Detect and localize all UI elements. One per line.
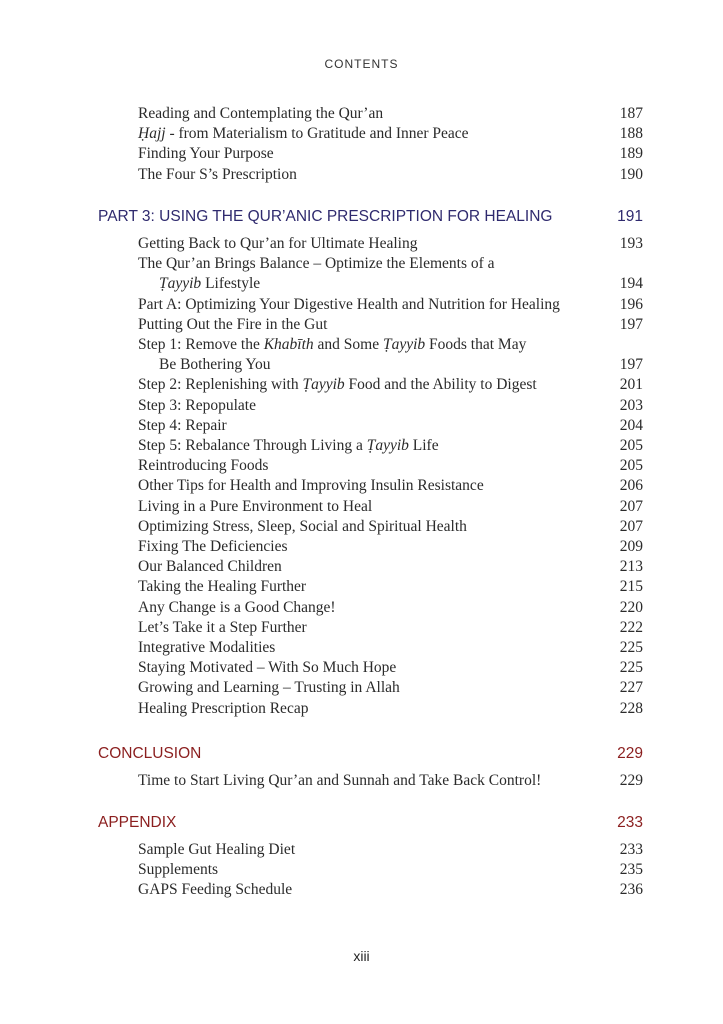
toc-entry-title: Healing Prescription Recap: [138, 699, 309, 717]
toc-entry-title: Sample Gut Healing Diet: [138, 841, 296, 858]
toc-entry-page: 229: [619, 772, 643, 789]
toc-entry-title: Reading and Contemplating the Qur’an: [138, 105, 384, 122]
toc-entry-title: Putting Out the Fire in the Gut: [138, 315, 328, 333]
toc-entry-page: 189: [619, 145, 643, 163]
toc-entry-page: 205: [619, 437, 643, 454]
toc-entry-title: Let’s Take it a Step Further: [138, 618, 307, 636]
toc-entry-page: 213: [619, 558, 643, 576]
page-number: xiii: [353, 948, 370, 964]
toc-entry-page: 190: [619, 165, 643, 183]
toc-entry-page: 222: [619, 618, 643, 636]
toc-entry-title: Living in a Pure Environment to Heal: [138, 497, 373, 515]
toc-entry-title: Taking the Healing Further: [138, 578, 307, 596]
toc-entry-page: 197: [619, 356, 643, 374]
toc-entry-title: GAPS Feeding Schedule: [138, 881, 293, 899]
toc-entry-title: Step 3: Repopulate: [138, 396, 256, 414]
toc-entry-title: Integrative Modalities: [138, 639, 276, 656]
toc-entry-page: 209: [619, 538, 643, 555]
toc-entry-title: Staying Motivated – With So Much Hope: [138, 659, 397, 677]
toc-entry-title: The Four S’s Prescription: [138, 165, 297, 183]
toc-entry-page: 193: [619, 235, 643, 252]
toc-entry-title: Supplements: [138, 861, 219, 879]
toc-entry-title: Other Tips for Health and Improving Insulin Resistance: [138, 477, 484, 495]
toc-entry-title: Step 4: Repair: [138, 416, 227, 434]
toc-entry-title: Ḥajj - from Materialism to Gratitude and Inner Peace: [138, 125, 469, 143]
toc-entry-page: 204: [619, 416, 643, 434]
toc-entry-title: Growing and Learning – Trusting in Allah: [138, 679, 400, 697]
toc-entry-page: 220: [619, 598, 643, 616]
toc-entry-page: 196: [619, 295, 643, 313]
toc-entry-title: The Qur’an Brings Balance – Optimize the Elements of a: [138, 255, 495, 273]
toc-entry-page: 205: [619, 457, 643, 475]
toc-entry-page: 197: [619, 315, 643, 333]
toc-entry-page: 215: [619, 578, 643, 596]
toc-entry-page: 227: [619, 679, 643, 697]
toc-entry-title: Be Bothering You: [159, 356, 271, 374]
toc-entry-title: Step 5: Rebalance Through Living a Ṭayyib Life: [138, 437, 439, 454]
section-heading-page: 191: [617, 208, 643, 225]
toc-entry-title: Step 2: Replenishing with Ṭayyib Food and the Ability to Digest: [138, 376, 537, 394]
toc-entry-title: Part A: Optimizing Your Digestive Health and Nutrition for Healing: [138, 295, 560, 313]
toc-entry-page: 233: [619, 841, 643, 858]
toc-entry-page: 201: [619, 376, 643, 394]
toc-entry-title: Optimizing Stress, Sleep, Social and Spiritual Health: [138, 517, 467, 535]
toc-entry-title: Step 1: Remove the Khabīth and Some Ṭayyib Foods that May: [138, 336, 527, 353]
section-heading-page: 233: [617, 814, 643, 831]
toc-entry-page: 194: [619, 275, 643, 293]
section-heading-title: PART 3: USING THE QUR’ANIC PRESCRIPTION FOR HEALING: [98, 208, 553, 225]
toc-entry-page: 207: [619, 517, 643, 535]
toc-entry-title: Finding Your Purpose: [138, 145, 274, 163]
toc-entry-title: Any Change is a Good Change!: [138, 598, 336, 616]
toc-entry-page: 236: [619, 881, 643, 899]
toc-entry-page: 225: [619, 639, 643, 656]
toc-entry-page: 225: [619, 659, 643, 677]
toc-entry-page: 203: [619, 396, 643, 414]
toc-entry-title: Time to Start Living Qur’an and Sunnah and Take Back Control!: [138, 772, 542, 789]
toc-entry-title: Fixing The Deficiencies: [138, 538, 288, 555]
toc-entry-title: Getting Back to Qur’an for Ultimate Healing: [138, 235, 418, 252]
toc-entry-title: Reintroducing Foods: [138, 457, 269, 475]
toc-entry-page: 228: [619, 699, 643, 717]
toc-entry-page: 207: [619, 497, 643, 515]
toc-entry-page: 188: [619, 125, 643, 143]
toc-entry-title: Ṭayyib Lifestyle: [159, 275, 261, 293]
section-heading-page: 229: [617, 745, 643, 762]
running-head: CONTENTS: [324, 57, 399, 71]
toc-entry-page: 187: [619, 105, 643, 122]
section-heading-title: APPENDIX: [98, 814, 177, 831]
section-heading-title: CONCLUSION: [98, 745, 202, 762]
toc-entry-page: 206: [619, 477, 643, 495]
toc-entry-page: 235: [619, 861, 643, 879]
toc-entry-title: Our Balanced Children: [138, 558, 282, 576]
